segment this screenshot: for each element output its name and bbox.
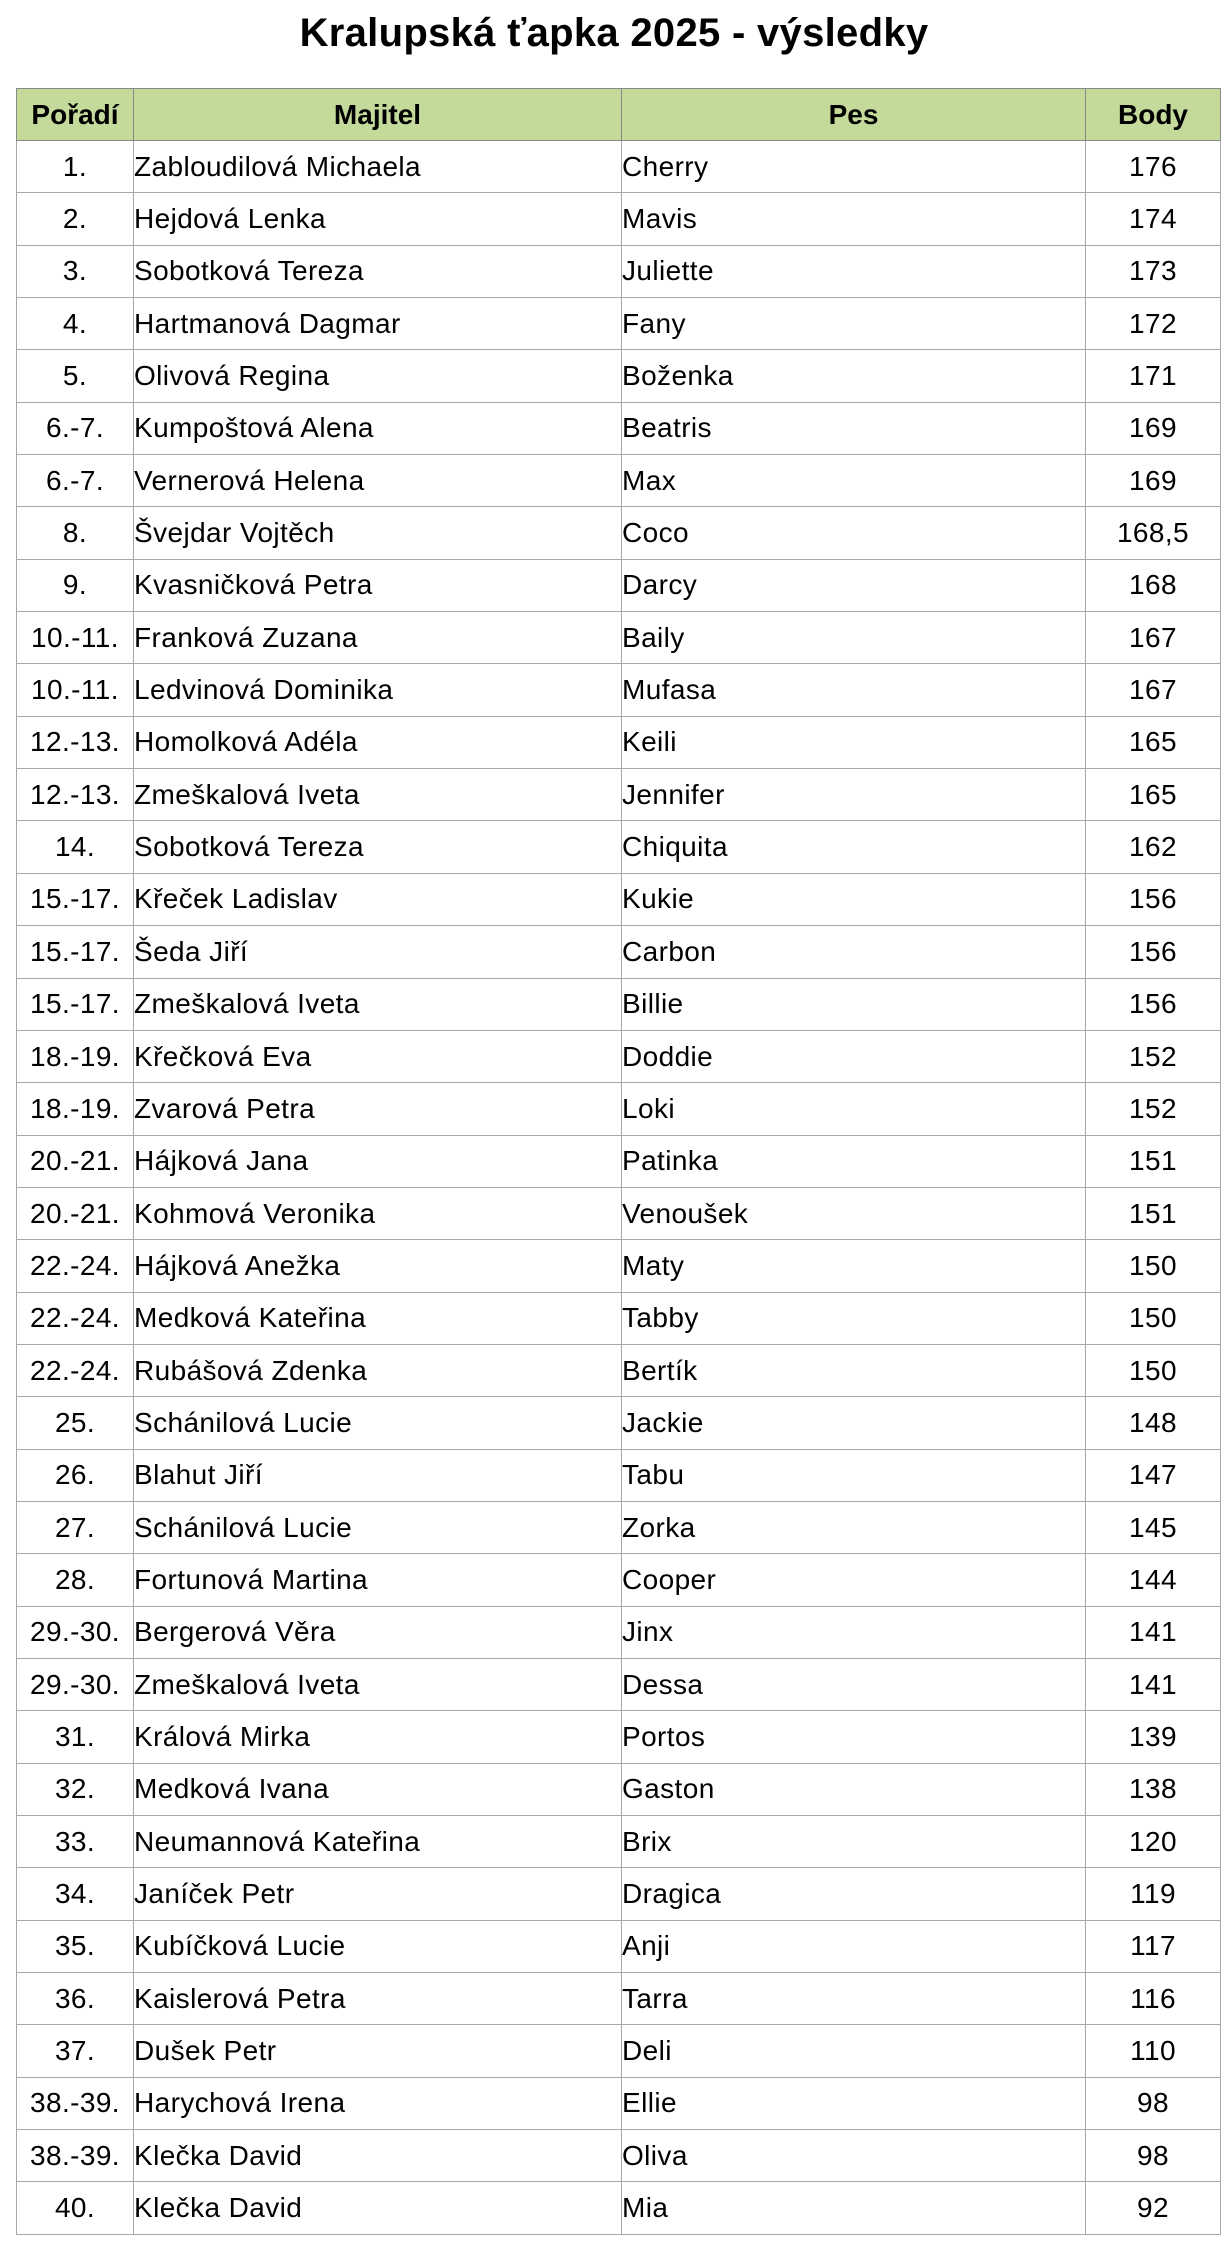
table-row (17, 1449, 1221, 1501)
points-cell: 172 (1086, 298, 1221, 350)
rank-cell: 37. (17, 2025, 134, 2077)
table-row (17, 1240, 1221, 1292)
owner-cell: Zmeškalová Iveta (134, 769, 622, 821)
dog-cell: Loki (622, 1083, 1086, 1135)
rank-cell: 28. (17, 1554, 134, 1606)
owner-cell: Janíček Petr (134, 1868, 622, 1920)
owner-cell: Klečka David (134, 2182, 622, 2234)
table-row (17, 1606, 1221, 1658)
owner-cell: Křeček Ladislav (134, 873, 622, 925)
rank-cell: 4. (17, 298, 134, 350)
table-row (17, 1135, 1221, 1187)
points-cell: 148 (1086, 1397, 1221, 1449)
points-cell: 169 (1086, 402, 1221, 454)
dog-cell: Boženka (622, 350, 1086, 402)
owner-cell: Sobotková Tereza (134, 821, 622, 873)
rank-cell: 32. (17, 1763, 134, 1815)
rank-cell: 38.-39. (17, 2130, 134, 2182)
table-row (17, 1816, 1221, 1868)
table-row (17, 612, 1221, 664)
table-row (17, 1973, 1221, 2025)
points-cell: 169 (1086, 455, 1221, 507)
rank-cell: 15.-17. (17, 873, 134, 925)
table-row (17, 1083, 1221, 1135)
owner-cell: Schánilová Lucie (134, 1397, 622, 1449)
table-row (17, 1920, 1221, 1972)
owner-cell: Šeda Jiří (134, 926, 622, 978)
table-row (17, 1397, 1221, 1449)
dog-cell: Beatris (622, 402, 1086, 454)
points-cell: 98 (1086, 2130, 1221, 2182)
points-cell: 120 (1086, 1816, 1221, 1868)
rank-cell: 10.-11. (17, 612, 134, 664)
owner-cell: Fortunová Martina (134, 1554, 622, 1606)
points-cell: 171 (1086, 350, 1221, 402)
table-row (17, 141, 1221, 193)
points-cell: 98 (1086, 2077, 1221, 2129)
rank-cell: 34. (17, 1868, 134, 1920)
table-row (17, 821, 1221, 873)
rank-cell: 29.-30. (17, 1658, 134, 1710)
table-row (17, 1187, 1221, 1239)
points-cell: 176 (1086, 141, 1221, 193)
dog-cell: Venoušek (622, 1187, 1086, 1239)
owner-cell: Harychová Irena (134, 2077, 622, 2129)
points-cell: 110 (1086, 2025, 1221, 2077)
dog-cell: Coco (622, 507, 1086, 559)
owner-cell: Zmeškalová Iveta (134, 1658, 622, 1710)
rank-cell: 26. (17, 1449, 134, 1501)
table-row (17, 559, 1221, 611)
owner-cell: Rubášová Zdenka (134, 1344, 622, 1396)
points-cell: 156 (1086, 978, 1221, 1030)
dog-cell: Patinka (622, 1135, 1086, 1187)
rank-cell: 35. (17, 1920, 134, 1972)
dog-cell: Zorka (622, 1501, 1086, 1553)
rank-cell: 6.-7. (17, 455, 134, 507)
owner-cell: Bergerová Věra (134, 1606, 622, 1658)
table-row (17, 2182, 1221, 2234)
rank-cell: 18.-19. (17, 1030, 134, 1082)
dog-cell: Deli (622, 2025, 1086, 2077)
owner-cell: Ledvinová Dominika (134, 664, 622, 716)
dog-cell: Billie (622, 978, 1086, 1030)
dog-cell: Portos (622, 1711, 1086, 1763)
points-cell: 92 (1086, 2182, 1221, 2234)
table-row (17, 664, 1221, 716)
results-body (17, 141, 1221, 2235)
points-cell: 152 (1086, 1083, 1221, 1135)
dog-cell: Dessa (622, 1658, 1086, 1710)
results-table (16, 88, 1221, 2235)
points-cell: 152 (1086, 1030, 1221, 1082)
points-cell: 162 (1086, 821, 1221, 873)
header-owner: Majitel (134, 89, 622, 141)
points-cell: 141 (1086, 1658, 1221, 1710)
owner-cell: Klečka David (134, 2130, 622, 2182)
owner-cell: Medková Kateřina (134, 1292, 622, 1344)
table-row (17, 1763, 1221, 1815)
table-row (17, 716, 1221, 768)
table-row (17, 298, 1221, 350)
owner-cell: Zvarová Petra (134, 1083, 622, 1135)
points-cell: 156 (1086, 873, 1221, 925)
table-row (17, 769, 1221, 821)
rank-cell: 40. (17, 2182, 134, 2234)
header-row (17, 89, 1221, 141)
points-cell: 167 (1086, 664, 1221, 716)
dog-cell: Fany (622, 298, 1086, 350)
rank-cell: 20.-21. (17, 1187, 134, 1239)
points-cell: 151 (1086, 1187, 1221, 1239)
owner-cell: Králová Mirka (134, 1711, 622, 1763)
header-dog: Pes (622, 89, 1086, 141)
dog-cell: Maty (622, 1240, 1086, 1292)
owner-cell: Franková Zuzana (134, 612, 622, 664)
points-cell: 147 (1086, 1449, 1221, 1501)
table-row (17, 1868, 1221, 1920)
table-row (17, 978, 1221, 1030)
points-cell: 167 (1086, 612, 1221, 664)
dog-cell: Oliva (622, 2130, 1086, 2182)
table-row (17, 2025, 1221, 2077)
table-row (17, 507, 1221, 559)
owner-cell: Křečková Eva (134, 1030, 622, 1082)
dog-cell: Cherry (622, 141, 1086, 193)
owner-cell: Neumannová Kateřina (134, 1816, 622, 1868)
header-points: Body (1086, 89, 1221, 141)
rank-cell: 36. (17, 1973, 134, 2025)
table-row (17, 1554, 1221, 1606)
points-cell: 150 (1086, 1292, 1221, 1344)
points-cell: 150 (1086, 1240, 1221, 1292)
page-title: Kralupská ťapka 2025 - výsledky (299, 11, 929, 55)
dog-cell: Baily (622, 612, 1086, 664)
dog-cell: Max (622, 455, 1086, 507)
owner-cell: Schánilová Lucie (134, 1501, 622, 1553)
table-row (17, 350, 1221, 402)
table-row (17, 1292, 1221, 1344)
rank-cell: 31. (17, 1711, 134, 1763)
owner-cell: Kumpoštová Alena (134, 402, 622, 454)
points-cell: 117 (1086, 1920, 1221, 1972)
points-cell: 165 (1086, 769, 1221, 821)
owner-cell: Kohmová Veronika (134, 1187, 622, 1239)
table-row (17, 1030, 1221, 1082)
rank-cell: 22.-24. (17, 1292, 134, 1344)
dog-cell: Keili (622, 716, 1086, 768)
points-cell: 173 (1086, 245, 1221, 297)
table-row (17, 402, 1221, 454)
rank-cell: 3. (17, 245, 134, 297)
points-cell: 141 (1086, 1606, 1221, 1658)
rank-cell: 15.-17. (17, 978, 134, 1030)
dog-cell: Mavis (622, 193, 1086, 245)
dog-cell: Darcy (622, 559, 1086, 611)
table-row (17, 1711, 1221, 1763)
owner-cell: Zabloudilová Michaela (134, 141, 622, 193)
dog-cell: Jackie (622, 1397, 1086, 1449)
owner-cell: Hájková Jana (134, 1135, 622, 1187)
dog-cell: Jennifer (622, 769, 1086, 821)
rank-cell: 22.-24. (17, 1344, 134, 1396)
rank-cell: 18.-19. (17, 1083, 134, 1135)
dog-cell: Cooper (622, 1554, 1086, 1606)
owner-cell: Švejdar Vojtěch (134, 507, 622, 559)
owner-cell: Kaislerová Petra (134, 1973, 622, 2025)
rank-cell: 12.-13. (17, 716, 134, 768)
rank-cell: 33. (17, 1816, 134, 1868)
rank-cell: 9. (17, 559, 134, 611)
rank-cell: 38.-39. (17, 2077, 134, 2129)
rank-cell: 1. (17, 141, 134, 193)
owner-cell: Kvasničková Petra (134, 559, 622, 611)
dog-cell: Tarra (622, 1973, 1086, 2025)
rank-cell: 12.-13. (17, 769, 134, 821)
rank-cell: 29.-30. (17, 1606, 134, 1658)
table-row (17, 1501, 1221, 1553)
rank-cell: 25. (17, 1397, 134, 1449)
table-row (17, 1344, 1221, 1396)
dog-cell: Gaston (622, 1763, 1086, 1815)
rank-cell: 27. (17, 1501, 134, 1553)
dog-cell: Anji (622, 1920, 1086, 1972)
rank-cell: 14. (17, 821, 134, 873)
rank-cell: 8. (17, 507, 134, 559)
points-cell: 145 (1086, 1501, 1221, 1553)
table-row (17, 2130, 1221, 2182)
owner-cell: Medková Ivana (134, 1763, 622, 1815)
dog-cell: Brix (622, 1816, 1086, 1868)
table-row (17, 873, 1221, 925)
owner-cell: Zmeškalová Iveta (134, 978, 622, 1030)
owner-cell: Hejdová Lenka (134, 193, 622, 245)
owner-cell: Blahut Jiří (134, 1449, 622, 1501)
dog-cell: Tabu (622, 1449, 1086, 1501)
table-row (17, 193, 1221, 245)
table-row (17, 245, 1221, 297)
table-row (17, 926, 1221, 978)
points-cell: 165 (1086, 716, 1221, 768)
owner-cell: Vernerová Helena (134, 455, 622, 507)
points-cell: 174 (1086, 193, 1221, 245)
points-cell: 116 (1086, 1973, 1221, 2025)
owner-cell: Sobotková Tereza (134, 245, 622, 297)
dog-cell: Ellie (622, 2077, 1086, 2129)
header-rank: Pořadí (17, 89, 134, 141)
owner-cell: Hájková Anežka (134, 1240, 622, 1292)
table-row (17, 455, 1221, 507)
points-cell: 138 (1086, 1763, 1221, 1815)
dog-cell: Jinx (622, 1606, 1086, 1658)
points-cell: 168 (1086, 559, 1221, 611)
points-cell: 150 (1086, 1344, 1221, 1396)
points-cell: 156 (1086, 926, 1221, 978)
owner-cell: Homolková Adéla (134, 716, 622, 768)
rank-cell: 22.-24. (17, 1240, 134, 1292)
dog-cell: Doddie (622, 1030, 1086, 1082)
rank-cell: 5. (17, 350, 134, 402)
owner-cell: Dušek Petr (134, 2025, 622, 2077)
table-row (17, 1658, 1221, 1710)
dog-cell: Bertík (622, 1344, 1086, 1396)
dog-cell: Tabby (622, 1292, 1086, 1344)
points-cell: 139 (1086, 1711, 1221, 1763)
owner-cell: Hartmanová Dagmar (134, 298, 622, 350)
rank-cell: 10.-11. (17, 664, 134, 716)
dog-cell: Juliette (622, 245, 1086, 297)
table-row (17, 2077, 1221, 2129)
dog-cell: Dragica (622, 1868, 1086, 1920)
owner-cell: Kubíčková Lucie (134, 1920, 622, 1972)
dog-cell: Carbon (622, 926, 1086, 978)
dog-cell: Kukie (622, 873, 1086, 925)
points-cell: 151 (1086, 1135, 1221, 1187)
dog-cell: Mia (622, 2182, 1086, 2234)
rank-cell: 2. (17, 193, 134, 245)
rank-cell: 6.-7. (17, 402, 134, 454)
points-cell: 144 (1086, 1554, 1221, 1606)
points-cell: 119 (1086, 1868, 1221, 1920)
dog-cell: Mufasa (622, 664, 1086, 716)
dog-cell: Chiquita (622, 821, 1086, 873)
rank-cell: 20.-21. (17, 1135, 134, 1187)
points-cell: 168,5 (1086, 507, 1221, 559)
owner-cell: Olivová Regina (134, 350, 622, 402)
rank-cell: 15.-17. (17, 926, 134, 978)
